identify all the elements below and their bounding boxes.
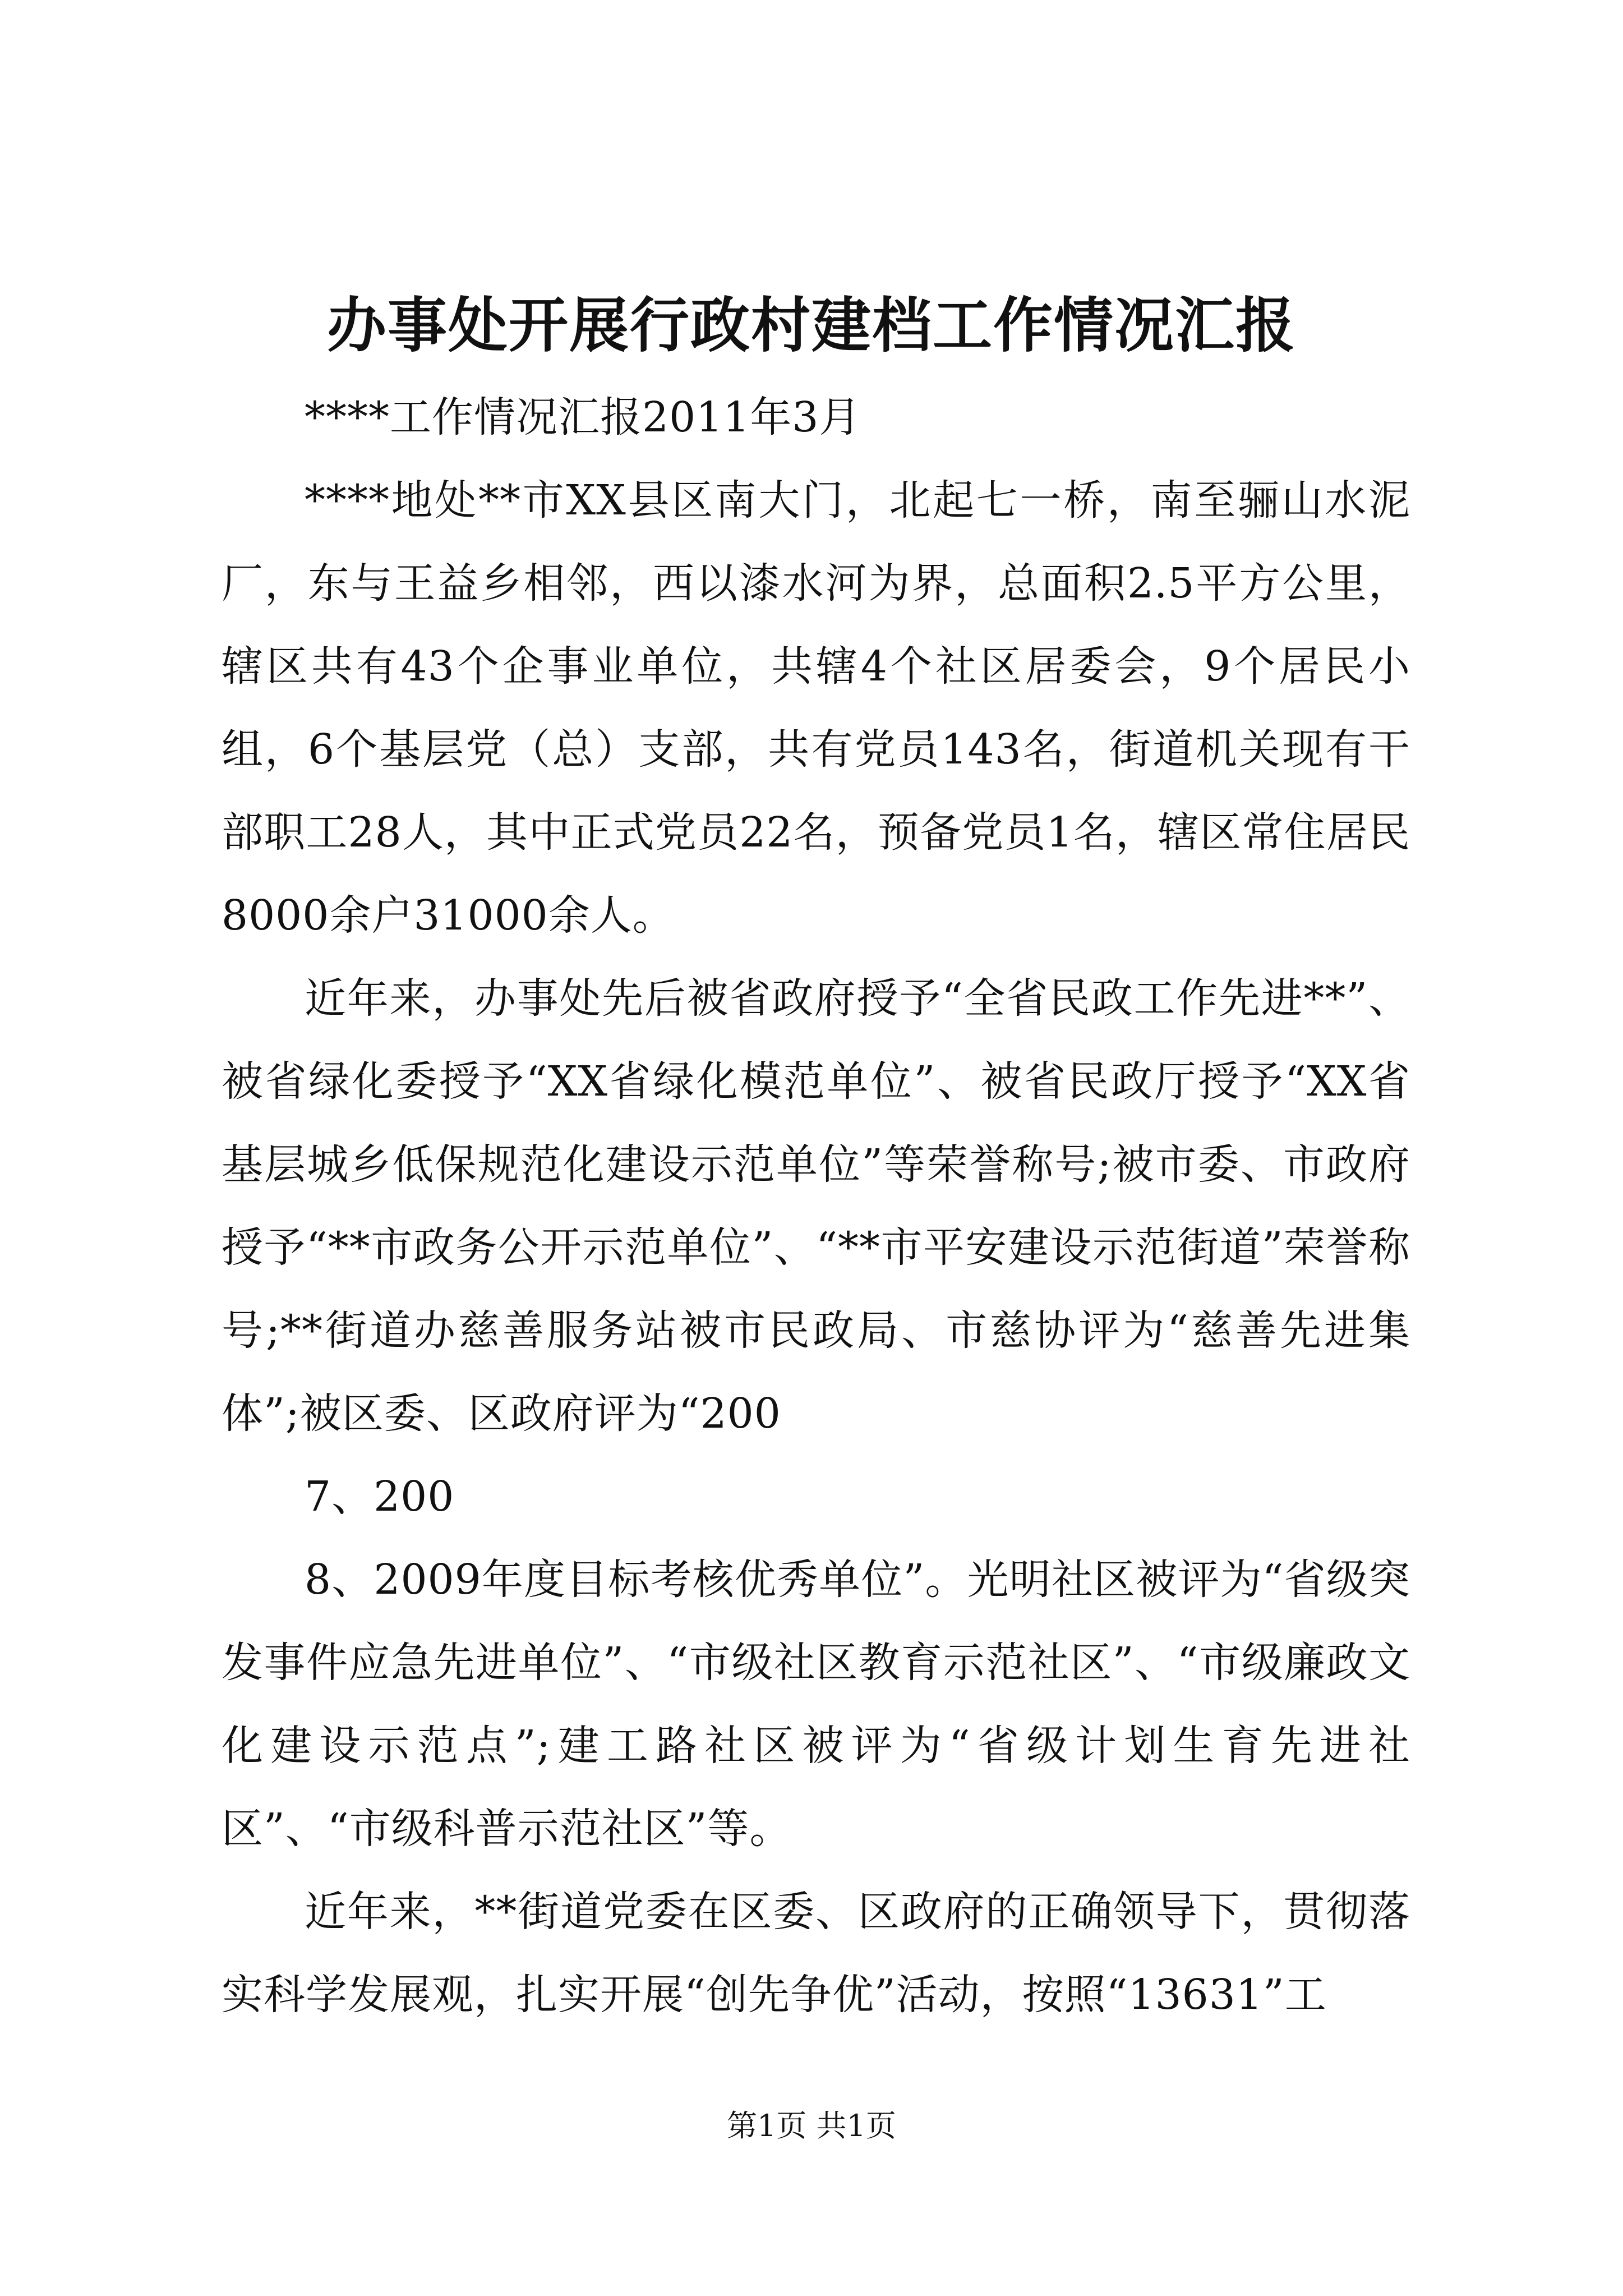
document-title: 办事处开展行政村建档工作情况汇报 [327,290,1296,360]
paragraph-report-date: ****工作情况汇报2011年3月 [305,393,861,441]
paragraph-year-fragment: 7、200 [305,1473,455,1521]
page-total: 共1页 [816,2108,896,2143]
paragraph-community-awards: 8、2009年度目标考核优秀单位”。光明社区被评为“省级突发事件应急先进单位”、“市级社区教育示范社区”、“市级廉政文化建设示范点”;建工路社区被评为“省级计划生育先进社区”、“市级科普示范社区”等。 [222,1556,1410,1853]
page-footer [0,2104,1623,2148]
paragraph-honors: 近年来，办事处先后被省政府授予“全省民政工作先进**”、被省绿化委授予“XX省绿化模范单位”、被省民政厅授予“XX省基层城乡低保规范化建设示范单位”等荣誉称号;被市委、市政府授予“**市政务公开示范单位”、“**市平安建设示范街道”荣誉称号;**街道办慈善服务站被市民政局、市慈协评为“慈善先进集体”;被区委、区政府评为“200 [222,974,1410,1438]
document-body [222,376,1410,2036]
page-number: 第1页 [727,2108,807,2143]
paragraph-party-work: 近年来，**街道党委在区委、区政府的正确领导下，贯彻落实科学发展观，扎实开展“创先争优”活动，按照“13631”工 [222,1888,1410,2019]
paragraph-overview: ****地处**市XX县区南大门，北起七一桥，南至骊山水泥厂，东与王益乡相邻，西以漆水河为界，总面积2.5平方公里，辖区共有43个企事业单位，共辖4个社区居委会，9个居民小组，6个基层党（总）支部，共有党员143名，街道机关现有干部职工28人，其中正式党员22名，预备党员1名，辖区常住居民8000余户31000余人。 [222,476,1410,940]
